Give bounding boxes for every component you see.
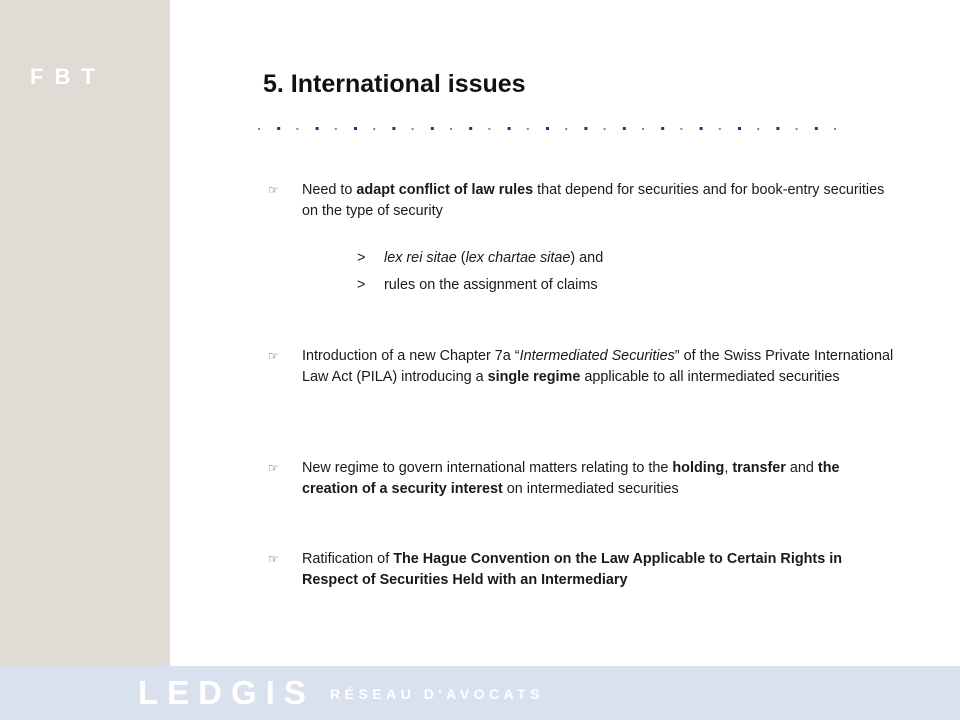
sub-item-text: lex rei sitae (lex chartae sitae) and <box>384 250 604 266</box>
bullet-text: New regime to govern international matters relating to the holding, transfer and the creation of a security interest on intermediated securities <box>302 460 840 497</box>
sub-item-marker: > <box>357 277 366 293</box>
bullet-text: Need to adapt conflict of law rules that depend for securities and for book-entry securities on the type of security <box>302 182 885 219</box>
separator-dot <box>680 128 682 130</box>
separator-dot <box>296 128 298 130</box>
separator-dot <box>412 128 414 130</box>
bullet-new-chapter-7a <box>268 346 898 387</box>
sidebar-panel <box>0 0 170 666</box>
footer-band <box>0 666 960 720</box>
sub-item-marker: > <box>357 250 366 266</box>
separator-dot <box>661 127 664 130</box>
separator-dot <box>335 128 337 130</box>
separator-dot <box>623 127 626 130</box>
sub-item-lex-rei-sitae <box>357 248 603 268</box>
separator-dot <box>277 127 280 130</box>
separator-dot <box>604 128 606 130</box>
bullet-hague-convention <box>268 549 898 590</box>
pointing-hand-icon: ☞ <box>268 552 279 566</box>
separator-dot <box>508 127 511 130</box>
separator-dot <box>738 127 741 130</box>
sub-item-assignment-of-claims <box>357 275 598 295</box>
bullet-text: Introduction of a new Chapter 7a “Intermediated Securities” of the Swiss Private International Law Act (PILA) introducing a single regime applicable to all intermediated securities <box>302 348 894 385</box>
separator-dot <box>450 128 452 130</box>
separator-dot <box>776 127 779 130</box>
pointing-hand-icon: ☞ <box>268 461 279 475</box>
separator-dot <box>431 127 434 130</box>
bullet-adapt-conflict-rules <box>268 180 898 221</box>
separator-dot <box>469 127 472 130</box>
pointing-hand-icon: ☞ <box>268 349 279 363</box>
pointing-hand-icon: ☞ <box>268 183 279 197</box>
ledgis-logo: LEDGIS <box>138 674 315 711</box>
separator-dot <box>719 128 721 130</box>
slide-title: 5. International issues <box>263 70 526 98</box>
separator-dot <box>258 128 260 130</box>
separator-dot <box>546 127 549 130</box>
separator-dot <box>316 127 319 130</box>
separator-dot <box>834 128 836 130</box>
fbt-logo: FBT <box>30 64 106 89</box>
separator-dot <box>584 127 587 130</box>
separator-dot <box>488 128 490 130</box>
separator-dot <box>757 128 759 130</box>
separator-dot <box>642 128 644 130</box>
separator-dot <box>565 128 567 130</box>
separator-dot <box>354 127 357 130</box>
separator-dot <box>527 128 529 130</box>
separator-dot <box>700 127 703 130</box>
bullet-new-regime <box>268 458 898 499</box>
bullet-text: Ratification of The Hague Convention on the Law Applicable to Certain Rights in Respect of Securities Held with an Intermediary <box>302 551 842 588</box>
separator-dot <box>796 128 798 130</box>
separator-dot <box>815 127 818 130</box>
dotted-separator <box>258 124 858 134</box>
separator-dot <box>373 128 375 130</box>
footer-tagline: RÉSEAU D'AVOCATS <box>330 686 545 702</box>
separator-dot <box>392 127 395 130</box>
sub-item-text: rules on the assignment of claims <box>384 277 598 293</box>
